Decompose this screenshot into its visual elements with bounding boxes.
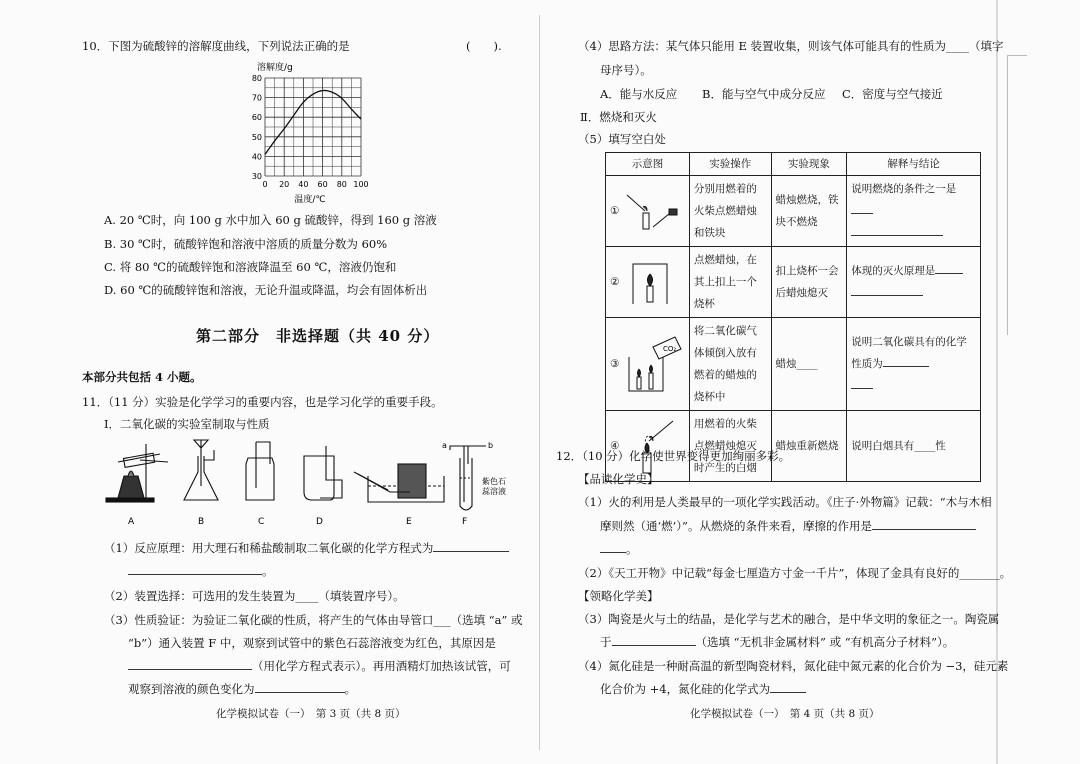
q12-p1-blank[interactable] (872, 518, 976, 530)
binding-edge (996, 0, 998, 764)
apparatus-diagram (98, 436, 518, 528)
apparatus-d (304, 446, 342, 500)
chart-y-tick-label: 40 (251, 152, 262, 162)
q12-p4a: （4）氮化硅是一种耐高温的新型陶瓷材料，氮化硅中氮元素的化合价为 −3，硅元素 (578, 659, 1009, 673)
chart-y-tick-label: 30 (251, 172, 262, 181)
q12-p1a: （1）火的利用是人类最早的一项化学实践活动。《庄子·外物篇》记载：“木与木相 (578, 495, 992, 509)
q11-p4-option-a: A．能与水反应 (600, 87, 678, 101)
q11-subtitle-1: Ⅰ．二氧化碳的实验室制取与性质 (104, 417, 270, 431)
q11-p4a: （4）思路方法：某气体只能用 E 装置收集，则该气体可能具有的性质为____（填字 (578, 39, 1004, 53)
apparatus-b (184, 440, 218, 500)
experiment-table (605, 152, 981, 482)
row2-conclusion (847, 247, 981, 318)
chart-y-ticks (252, 74, 262, 181)
chart-x-tick-label: 100 (353, 180, 369, 189)
q12-tag-history: 【品读化学史】 (578, 472, 659, 486)
binding-edge-line (1007, 55, 1008, 335)
tube-a-label: a (442, 441, 447, 450)
apparatus-f (450, 446, 486, 510)
row1-no: ① (610, 205, 620, 217)
q11-p3d-blank[interactable] (255, 681, 345, 693)
row3-phenomenon: 蜡烛____ (771, 318, 847, 411)
chart-x-ticks (262, 180, 368, 189)
q12-p1-blank-2[interactable] (600, 541, 626, 553)
chart-x-tick-label: 20 (279, 180, 290, 189)
litmus-label-1: 紫色石 (482, 477, 506, 486)
row4-no: ④ (610, 440, 620, 452)
row1-blank-b[interactable] (851, 224, 943, 236)
q11-p3c-text: （用化学方程式表示）。再用酒精灯加热该试管，可 (252, 659, 511, 673)
row2-blank-b[interactable] (851, 284, 923, 296)
row2-diagram (606, 247, 690, 318)
label-e: E (406, 517, 412, 527)
row4-operation: 用燃着的火柴点燃蜡烛熄灭时产生的白烟 (689, 411, 771, 482)
apparatus-c (246, 442, 274, 500)
q11-p4b: 母序号）。 (600, 63, 652, 77)
q12-p2: （2）《天工开物》中记载“每金七厘造方寸金一千片”，体现了金具有良好的_______。 (578, 566, 1012, 580)
q11-p3c (128, 658, 511, 674)
header-phenomenon: 实验现象 (771, 153, 847, 176)
q11-p5: （5）填写空白处 (578, 132, 666, 146)
chart-y-tick-label: 70 (251, 93, 262, 103)
q12-p4-blank[interactable] (770, 681, 806, 693)
label-c: C (258, 517, 265, 527)
row1-operation: 分别用燃着的火柴点燃蜡烛和铁块 (689, 176, 771, 247)
row3-conclusion-text: 说明二氧化碳具有的化学性质为 (851, 336, 967, 370)
label-d: D (316, 517, 323, 527)
q12-p4b (600, 681, 806, 697)
binding-edge-tick (1007, 55, 1027, 56)
q11-subtitle-2: Ⅱ．燃烧和灭火 (580, 110, 657, 124)
q11-p1-end: 。 (262, 564, 274, 578)
q11-p3a: （3）性质验证：为验证二氧化碳的性质，将产生的气体由导管口___（选填 “a” 或 (104, 613, 523, 627)
q11-stem: 11．（11 分）实验是化学学习的重要内容，也是学习化学的重要手段。 (82, 395, 443, 409)
row1-phenomenon: 蜡烛燃烧，铁块不燃烧 (771, 176, 847, 247)
table-row (606, 318, 981, 411)
row2-phenomenon: 扣上烧杯一会后蜡烛熄灭 (771, 247, 847, 318)
q10-option-a: A. 20 ℃时，向 100 g 水中加入 60 g 硫酸锌，得到 160 g 溶液 (104, 213, 437, 227)
row2-blank-a[interactable] (935, 262, 963, 274)
table-row (606, 247, 981, 318)
co2-label: CO₂ (662, 345, 676, 353)
match-candle-iron-icon (623, 191, 681, 231)
part2-title: 第二部分 非选择题（共 40 分） (196, 327, 440, 345)
beaker-over-candle-icon (623, 258, 681, 306)
chart-x-tick-label: 0 (262, 180, 268, 189)
chart-xlabel: 温度/℃ (294, 195, 326, 205)
table-row (606, 411, 981, 482)
q12-p1c-end: 。 (626, 542, 638, 556)
q10-option-b: B. 30 ℃时，硫酸锌饱和溶液中溶质的质量分数为 60% (104, 237, 388, 251)
chart-ylabel: 溶解度/g (257, 63, 293, 73)
q12-p3b (600, 634, 954, 650)
row2-conclusion-text: 体现的灭火原理是 (851, 265, 936, 277)
q10-answer-paren: ( ). (466, 39, 502, 53)
q12-p4b-text: 化合价为 +4，氮化硅的化学式为 (600, 682, 771, 696)
q12-p1b (600, 518, 976, 534)
table-row (606, 176, 981, 247)
row1-diagram (606, 176, 690, 247)
chart-y-tick-label: 60 (251, 113, 262, 123)
q11-p3b: “b”）通入装置 F 中，观察到试管中的紫色石蕊溶液变为红色，其原因是 (128, 636, 496, 650)
q11-p2: （2）装置选择：可选用的发生装置为____（填装置序号）。 (104, 589, 405, 603)
q10-option-d: D. 60 ℃的硫酸锌饱和溶液，无论升温或降温，均会有固体析出 (104, 283, 428, 297)
q11-p1-cont (128, 563, 274, 579)
row1-blank-a[interactable] (851, 202, 873, 214)
q11-p1 (104, 540, 509, 556)
chart-y-tick-label: 80 (251, 74, 262, 83)
tube-b-label: b (488, 441, 494, 450)
q12-p1b-text: 摩则然（通‘燃’）”。从燃烧的条件来看，摩擦的作用是 (600, 519, 872, 533)
q12-p3b-text: 于 (600, 635, 612, 649)
q11-p3d-text: 观察到溶液的颜色变化为 (128, 682, 255, 696)
q12-p3b-tail: （选填 “无机非金属材料” 或 “有机高分子材料”）。 (695, 635, 955, 649)
chart-x-tick-label: 40 (298, 180, 309, 189)
q11-p3d (128, 681, 356, 697)
q11-p4-option-c: C．密度与空气接近 (842, 87, 943, 101)
row3-diagram (606, 318, 690, 411)
row1-conclusion (847, 176, 981, 247)
row4-phenomenon: 蜡烛重新燃烧 (771, 411, 847, 482)
q11-p1-blank[interactable] (433, 540, 509, 552)
chart-x-tick-label: 80 (336, 180, 347, 189)
relight-candle-icon (623, 417, 681, 475)
q10-stem: 10．下图为硫酸锌的溶解度曲线，下列说法正确的是 (82, 39, 350, 53)
header-diagram: 示意图 (606, 153, 690, 176)
row3-blank-b[interactable] (851, 377, 873, 389)
apparatus-a (106, 444, 168, 502)
q11-p4-option-b: B．能与空气中成分反应 (702, 87, 826, 101)
q12-p1c (600, 541, 638, 557)
row3-conclusion (847, 318, 981, 411)
label-b: B (198, 517, 205, 527)
chart-y-tick-label: 50 (251, 132, 262, 142)
apparatus-e (354, 464, 444, 502)
footer-right: 化学模拟试卷（一） 第 4 页（共 8 页） (690, 708, 880, 720)
part2-note: 本部分共包括 4 小题。 (82, 370, 202, 384)
q11-p3d-end: 。 (344, 682, 356, 696)
row3-blank-a[interactable] (883, 355, 929, 367)
row2-no: ② (610, 276, 620, 288)
row3-no: ③ (610, 358, 620, 370)
chart-x-tick-label: 60 (317, 180, 328, 189)
label-f: F (462, 517, 468, 527)
litmus-label-2: 蕊溶液 (482, 487, 506, 496)
row2-operation: 点燃蜡烛，在其上扣上一个烧杯 (689, 247, 771, 318)
q11-p3-equation-blank[interactable] (128, 658, 252, 670)
q12-stem: 12．（10 分）化学使世界变得更加绚丽多彩。 (556, 449, 791, 463)
q12-p3-blank[interactable] (612, 634, 696, 646)
co2-pour-icon (623, 333, 685, 395)
q12-tag-beauty: 【领略化学美】 (578, 589, 659, 603)
row4-conclusion: 说明白烟具有____性 (847, 411, 981, 482)
label-a: A (128, 517, 135, 527)
q11-p1-text: （1）反应原理：用大理石和稀盐酸制取二氧化碳的化学方程式为 (104, 541, 434, 555)
header-operation: 实验操作 (689, 153, 771, 176)
chart-grid (265, 78, 361, 176)
table-header-row (606, 153, 981, 176)
footer-left: 化学模拟试卷（一） 第 3 页（共 8 页） (216, 708, 406, 720)
header-conclusion: 解释与结论 (847, 153, 981, 176)
q10-option-c: C. 将 80 ℃的硫酸锌饱和溶液降温至 60 ℃，溶液仍饱和 (104, 260, 397, 274)
solubility-chart (235, 58, 385, 206)
row1-conclusion-text: 说明燃烧的条件之一是 (851, 183, 957, 195)
row3-operation: 将二氧化碳气体倾倒入放有燃着的蜡烛的烧杯中 (689, 318, 771, 411)
q11-p1-blank-2[interactable] (128, 563, 262, 575)
q12-p3a: （3）陶瓷是火与土的结晶，是化学与艺术的融合，是中华文明的象征之一。陶瓷属 (578, 612, 1000, 626)
